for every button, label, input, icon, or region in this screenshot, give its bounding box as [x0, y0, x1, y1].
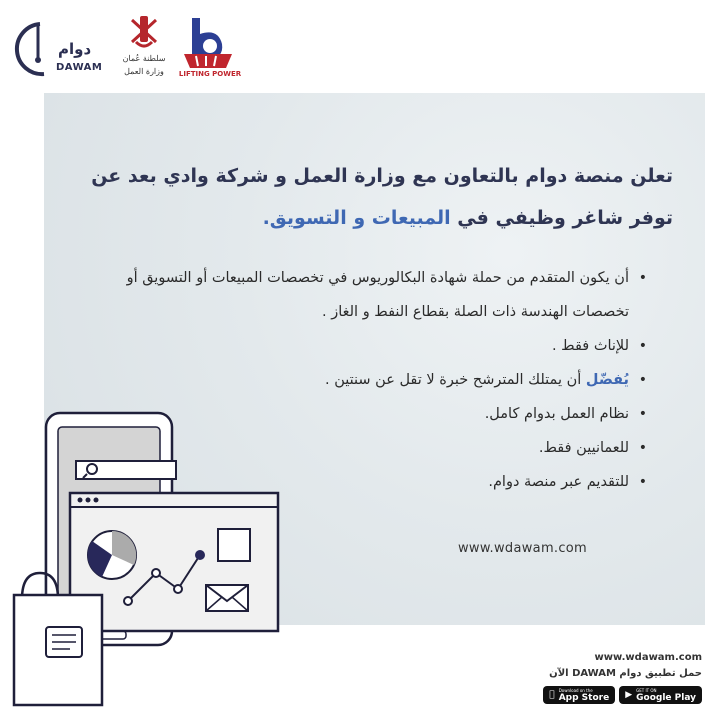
- store-badges: [543, 686, 702, 704]
- ministry-line-2: وزارة العمل: [124, 67, 164, 76]
- ministry-name: [118, 52, 170, 78]
- headline-line-2-prefix: توفر شاغر وظيفي في: [450, 207, 673, 229]
- ministry-emblem-icon: [118, 12, 170, 52]
- app-store-small-text: Download on the: [558, 687, 593, 693]
- headline-line-2: [73, 197, 673, 239]
- dawam-arabic-name: دوام: [58, 40, 92, 58]
- list-item: • للتقديم عبر منصة دوام.: [107, 465, 647, 499]
- headline-line-1: تعلن منصة دوام بالتعاون مع وزارة العمل و شركة وادي بعد عن: [91, 165, 673, 187]
- google-play-label: Google Play: [636, 692, 696, 703]
- download-app-text: حمل تطبيق دوام DAWAM الآن: [549, 668, 702, 679]
- search-bar-illustration: [76, 461, 176, 479]
- dawam-logo[interactable]: [14, 18, 124, 82]
- app-store-label: App Store: [558, 692, 610, 703]
- dawam-english-name: DAWAM: [56, 62, 103, 73]
- list-item: • للعمانيين فقط.: [107, 431, 647, 465]
- ministry-line-1: سلطنة عُمان: [122, 54, 166, 63]
- illustration: [0, 405, 300, 713]
- list-item: • أن يكون المتقدم من حملة شهادة البكالوريوس في تخصصات المبيعات أو التسويق أو تخصصات الهندسة ذات الصلة بقطاع النفط و الغاز .: [107, 261, 647, 329]
- dawam-logo-icon: [14, 18, 54, 82]
- footer-website[interactable]: www.wdawam.com: [594, 652, 702, 663]
- apple-icon: [549, 690, 554, 700]
- partner-name: LIFTING POWER: [178, 70, 242, 78]
- google-play-icon: ▶: [625, 690, 633, 700]
- headline-highlight: المبيعات و التسويق.: [262, 207, 451, 229]
- pie-chart-icon: [88, 531, 137, 579]
- list-item: • نظام العمل بدوام كامل.: [107, 397, 647, 431]
- google-play-small-text: GET IT ON: [636, 687, 657, 693]
- website-link[interactable]: www.wdawam.com: [457, 541, 587, 556]
- preferred-label: يُفضّل: [585, 372, 629, 388]
- list-item: • للإناث فقط .: [107, 329, 647, 363]
- app-store-button[interactable]: [543, 686, 615, 704]
- lifting-power-logo-icon: [178, 14, 238, 70]
- announcement-headline: [73, 155, 673, 239]
- ministry-logo: [118, 12, 170, 86]
- list-item-text: أن يمتلك المترشح خبرة لا تقل عن سنتين .: [325, 372, 582, 388]
- header-logos: [14, 12, 254, 84]
- lifting-power-logo: [178, 14, 242, 84]
- email-icon: [206, 585, 248, 611]
- list-item: [107, 363, 647, 397]
- google-play-button[interactable]: [619, 686, 702, 704]
